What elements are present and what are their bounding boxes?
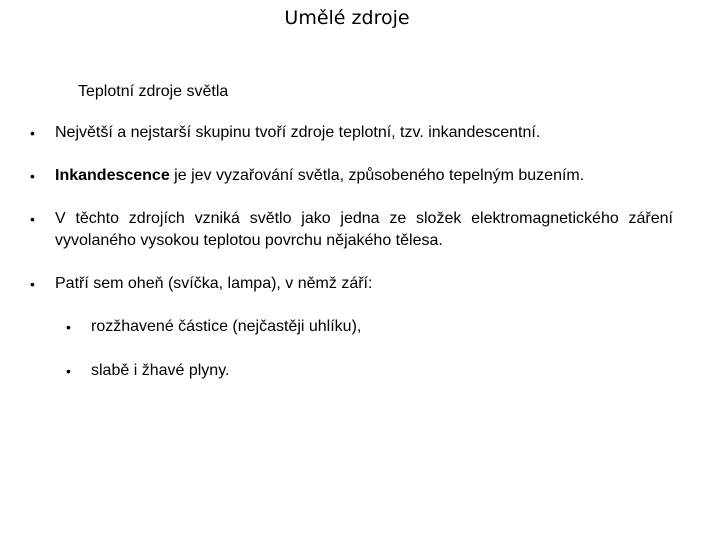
bullet-dot: • (66, 319, 71, 335)
bullet-item (30, 208, 673, 252)
bullet-text-rest: je jev vyzařování světla, způsobeného tepelným buzením. (169, 167, 585, 184)
bullet-dot: • (30, 211, 35, 227)
sub-bullet-text: rozžhavené částice (nejčastěji uhlíku), (91, 318, 362, 335)
bullet-item (30, 122, 680, 144)
sub-bullet-item (66, 316, 666, 338)
bullet-text: Patří sem oheň (svíčka, lampa), v němž září: (55, 275, 373, 292)
bullet-item (30, 273, 680, 295)
bullet-text: Největší a nejstarší skupinu tvoří zdroje teplotní, tzv. inkandescentní. (55, 124, 541, 141)
sub-bullet-text: slabě i žhavé plyny. (91, 362, 230, 379)
bullet-text (55, 165, 680, 187)
bullet-item (30, 165, 680, 187)
slide-subtitle: Teplotní zdroje světla (78, 83, 229, 100)
bullet-dot: • (66, 363, 71, 379)
sub-bullet-item (66, 360, 666, 382)
slide-title: Umělé zdroje (284, 7, 410, 29)
bold-term: Inkandescence (55, 167, 170, 184)
bullet-text: V těchto zdrojích vzniká světlo jako jedna ze složek elektromagnetického záření vyvolaného vysokou teplotou povrchu nějakého tělesa. (55, 210, 673, 249)
bullet-dot: • (30, 125, 35, 141)
bullet-dot: • (30, 168, 35, 184)
bullet-dot: • (30, 276, 35, 292)
